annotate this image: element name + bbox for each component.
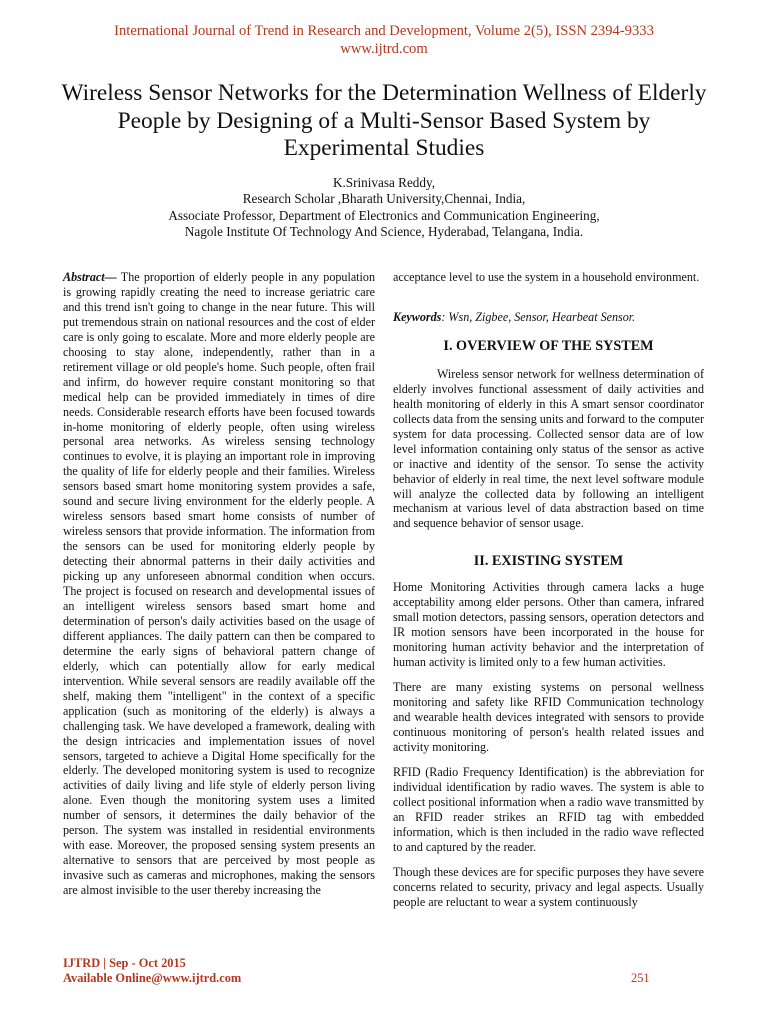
author-affiliation: Associate Professor, Department of Electronics and Communication Engineering,	[168, 207, 600, 223]
section-paragraph: Though these devices are for specific purposes they have severe concerns related to security, privacy and legal aspects. Usually people are reluctant to wear a system continuously	[393, 864, 704, 909]
keywords-text: : Wsn, Zigbee, Sensor, Hearbeat Sensor.	[441, 309, 636, 324]
journal-name: International Journal of Trend in Research and Development, Volume 2(5), ISSN 2394-9333	[114, 23, 654, 39]
page-number: 251	[631, 971, 650, 985]
abstract-text: The proportion of elderly people in any population is growing rapidly creating the need to increase geriatric care and this trend isn't going to change in the near future. This will put tremendous strain on national resources and the cost of elder care is only going to escalate. More and more elderly people are choosing to stay alone, independently, rather than in a retirement village or old people's home. Such people, often frail and infirm, do however require constant monitoring so that medical help can be provided immediately in times of dire needs. Considerable research efforts have been focused towards in-home monitoring of elderly people, often using wireless personal area networks. As wireless sensing technology continues to evolve, it is playing an important role in improving the quality of life for elderly people and their families. Wireless sensors based smart home monitoring system provides a safe, sound and secure living environment for the elderly people. A wireless sensors based smart home consists of number of wireless sensors that provide information. The information from the sensors can be used for monitoring elderly people by detecting their abnormal patterns in their daily activities and picking up any unforeseen abnormal condition when occurs. The project is focused on research and developmental issues of an intelligent wireless sensors based smart home and determination of person's daily activities based on the usage of different appliances. The daily pattern can then be compared to determine the early signs of behavioral pattern change of elderly, which can potentially allow for early medical intervention. While several sensors are readily available off the shelf, making them "intelligent" in the context of a specific application (such as monitoring of the elderly) is always a challenging task. We have developed a framework, dealing with the design intricacies and implementation issues of novel sensors, targeted to achieve a Digital Home specifically for the elderly. The developed monitoring system is used to recognize activities of daily living and life style of elderly person living alone. Even though the monitoring system uses a limited number of sensors, it determines the daily behavior of the person. The system was installed in residential environments with ease. Moreover, the proposed sensing system presents an alternative to sensors that are perceived by most people as invasive such as cameras and microphones, making the sensors are almost invisible to the user thereby increasing the	[63, 270, 375, 898]
journal-website-link[interactable]: www.ijtrd.com	[340, 41, 428, 57]
title-line: Wireless Sensor Networks for the Determination Wellness of Elderly	[61, 80, 707, 106]
author-affiliation: Nagole Institute Of Technology And Science, Hyderabad, Telangana, India.	[184, 223, 584, 239]
section-paragraph: There are many existing systems on personal wellness monitoring and safety like RFID Communication technology and wearable health devices integrated with sensors to provide continuous monitoring of person's health related issues and activity monitoring.	[393, 680, 704, 754]
left-column	[63, 270, 375, 898]
title-line: Experimental Studies	[283, 135, 485, 161]
footer-issue: IJTRD | Sep - Oct 2015	[63, 956, 186, 970]
journal-header	[0, 22, 768, 58]
author-name: K.Srinivasa Reddy,	[332, 175, 436, 190]
section-paragraph: Home Monitoring Activities through camera lacks a huge acceptability among elder persons. Other than camera, infrared small motion detectors, passing sensors, operation detectors and IR motion sensors have been incorporated in the house for monitoring human activity behavior and the interpretation of human activity is limited only to a few human activities.	[393, 580, 704, 670]
paper-title	[40, 80, 728, 163]
right-column	[393, 270, 704, 909]
footer-available-online[interactable]: Available Online@www.ijtrd.com	[63, 971, 242, 986]
abstract-label: Abstract—	[63, 270, 117, 284]
title-line: People by Designing of a Multi-Sensor Based System by	[117, 107, 651, 134]
author-block	[0, 175, 768, 240]
section-heading-overview: I. OVERVIEW OF THE SYSTEM	[443, 337, 654, 354]
footer-info	[63, 956, 241, 987]
section-heading-existing: II. EXISTING SYSTEM	[473, 553, 624, 570]
section-paragraph: RFID (Radio Frequency Identification) is the abbreviation for individual identification by radio waves. The system is able to collect positional information when a radio wave transmitted by an RFID reader strikes an RFID tag with embedded information, which is then included in the radio wave reflected to and captured by the reader.	[393, 764, 704, 854]
keywords-line	[393, 310, 704, 325]
keywords-label: Keywords	[393, 309, 442, 324]
abstract-paragraph	[63, 270, 375, 898]
section-paragraph: Wireless sensor network for wellness determination of elderly involves functional assessment of daily activities and health monitoring of elderly in this A smart sensor coordinator collects data from the sensing units and forward to the computer system for data processing. Collected sensor data are of low level information containing only status of the sensor as active or inactive and identity of the sensor. To sense the activity behavior of elderly in real time, the next level software module will analyze the collected data by following an intelligent mechanism at various level of data abstraction based on time and sequence behavior of sensor usage.	[393, 366, 704, 531]
author-affiliation: Research Scholar ,Bharath University,Chennai, India,	[242, 191, 526, 207]
abstract-continuation: acceptance level to use the system in a household environment.	[393, 270, 700, 284]
